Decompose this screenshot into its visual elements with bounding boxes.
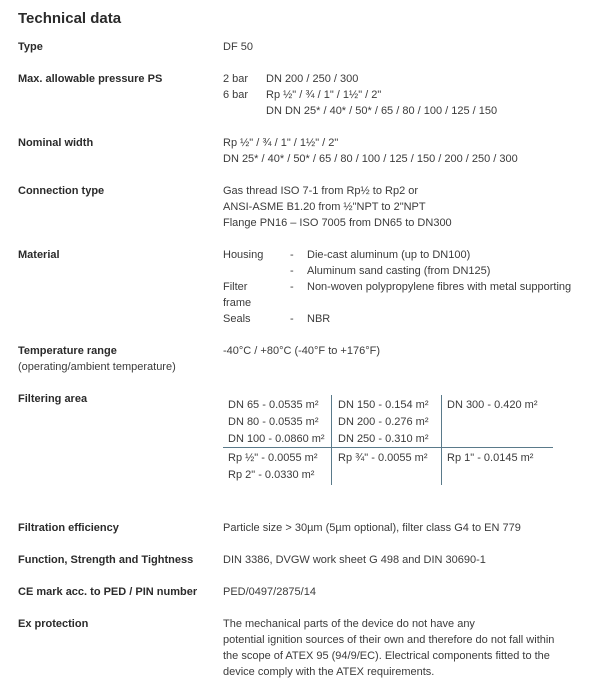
nominal-line: DN 25* / 40* / 50* / 65 / 80 / 100 / 125 / 150 / 200 / 250 / 300: [223, 153, 518, 165]
material-housing-item: Aluminum sand casting (from DN125): [307, 265, 491, 277]
ex-line: the scope of ATEX 95 (94/9/EC). Electrical components fitted to the: [223, 650, 550, 662]
function-label: Function, Strength and Tightness: [18, 554, 194, 566]
page-title: Technical data: [18, 10, 122, 27]
nominal-value: [223, 135, 518, 167]
pressure-bar-1: 2 bar: [223, 73, 249, 85]
filter-cell: Rp 2" - 0.0330 m²: [228, 469, 315, 481]
filter-cell: DN 250 - 0.310 m²: [338, 433, 429, 445]
filtering-table: [223, 395, 553, 487]
connection-line: Gas thread ISO 7-1 from Rp½ to Rp2 or: [223, 185, 419, 197]
ce-label: CE mark acc. to PED / PIN number: [18, 586, 198, 598]
temperature-label: [18, 343, 176, 375]
filtering-label: Filtering area: [18, 393, 88, 405]
type-value: DF 50: [223, 41, 253, 53]
table-divider: [331, 395, 332, 485]
temperature-value: -40°C / +80°C (-40°F to +176°F): [223, 345, 380, 357]
ex-line: device comply with the ATEX requirements.: [223, 666, 435, 678]
material-housing-item: Die-cast aluminum (up to DN100): [307, 249, 471, 261]
material-dash: -: [290, 281, 294, 293]
nominal-line: Rp ½" / ¾ / 1" / 1½" / 2": [223, 137, 339, 149]
pressure-bar-2: 6 bar: [223, 89, 249, 101]
material-seals-item: NBR: [307, 313, 331, 325]
material-filter: Filter: [223, 281, 248, 293]
material-dash: -: [290, 265, 294, 277]
ex-value: [223, 616, 554, 680]
material-dash: -: [290, 313, 294, 325]
material-dash: -: [290, 249, 294, 261]
temperature-label-sub: (operating/ambient temperature): [18, 361, 176, 373]
pressure-dn-1: DN 200 / 250 / 300: [266, 73, 359, 85]
material-housing: Housing: [223, 249, 264, 261]
pressure-label: Max. allowable pressure PS: [18, 73, 163, 85]
filter-cell: DN 150 - 0.154 m²: [338, 399, 429, 411]
table-divider: [441, 395, 442, 485]
filter-cell: DN 300 - 0.420 m²: [447, 399, 538, 411]
pressure-dn-2: Rp ½" / ¾ / 1" / 1½" / 2": [266, 89, 382, 101]
filter-cell: DN 80 - 0.0535 m²: [228, 416, 319, 428]
filter-cell: DN 200 - 0.276 m²: [338, 416, 429, 428]
connection-line: ANSI-ASME B1.20 from ½"NPT to 2"NPT: [223, 201, 426, 213]
filter-cell: Rp 1" - 0.0145 m²: [447, 452, 534, 464]
filter-cell: Rp ¾" - 0.0055 m²: [338, 452, 428, 464]
type-label: Type: [18, 41, 43, 53]
temperature-label-main: Temperature range: [18, 345, 117, 357]
ex-label: Ex protection: [18, 618, 89, 630]
connection-value: [223, 183, 452, 231]
ce-value: PED/0497/2875/14: [223, 586, 316, 598]
function-value: DIN 3386, DVGW work sheet G 498 and DIN 30690-1: [223, 554, 486, 566]
material-filter-item: Non-woven polypropylene fibres with metal supporting: [307, 281, 572, 293]
nominal-label: Nominal width: [18, 137, 94, 149]
ex-line: The mechanical parts of the device do not have any: [223, 618, 475, 630]
efficiency-label: Filtration efficiency: [18, 522, 119, 534]
connection-label: Connection type: [18, 185, 105, 197]
filter-cell: Rp ½" - 0.0055 m²: [228, 452, 318, 464]
filter-cell: DN 100 - 0.0860 m²: [228, 433, 325, 445]
connection-line: Flange PN16 – ISO 7005 from DN65 to DN300: [223, 217, 452, 229]
material-label: Material: [18, 249, 60, 261]
material-frame: frame: [223, 297, 252, 309]
efficiency-value: Particle size > 30µm (5µm optional), filter class G4 to EN 779: [223, 522, 521, 534]
material-seals: Seals: [223, 313, 251, 325]
filter-cell: DN 65 - 0.0535 m²: [228, 399, 319, 411]
pressure-dn-3: DN DN 25* / 40* / 50* / 65 / 80 / 100 / 125 / 150: [266, 105, 498, 117]
ex-line: potential ignition sources of their own and therefore do not fall within: [223, 634, 555, 646]
table-divider: [223, 447, 553, 448]
